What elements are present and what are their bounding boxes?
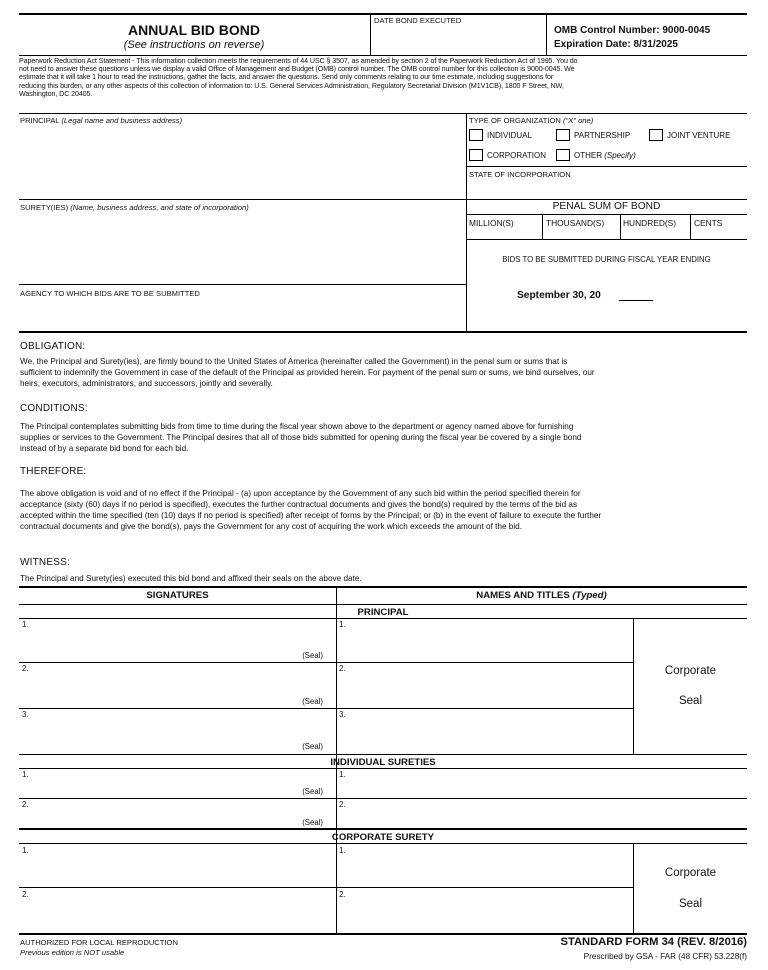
surety-label-text: SURETY(IES) — [20, 203, 69, 212]
other-checkbox[interactable] — [556, 149, 570, 161]
fiscal-year-blank — [619, 300, 653, 301]
corporate-surety-name-1[interactable] — [346, 854, 628, 884]
date-executed-label: DATE BOND EXECUTED — [374, 16, 462, 25]
cents-label: CENTS — [694, 218, 723, 228]
pra-line: reducing this burden, or any other aspects of this collection of information to: U.S. General Services Administration, Regulatory Secretariat Division (M1V1CB), 1800 F Street, NW, — [19, 81, 564, 90]
principal-name-3[interactable] — [346, 718, 628, 748]
state-of-incorporation-field[interactable] — [468, 180, 746, 198]
form-subtitle: (See instructions on reverse) — [123, 39, 265, 51]
surety-sig-number: 1. — [22, 770, 29, 779]
row-line — [19, 708, 633, 709]
obligation-text — [20, 356, 748, 389]
pra-line: Washington, DC 20405. — [19, 89, 93, 98]
hundreds-field[interactable] — [621, 229, 689, 238]
conditions-line: The Principal contemplates submitting bids from time to time during the fiscal year shown above to the department or agency named above for furnishing — [20, 422, 574, 431]
omb-control-number: OMB Control Number: 9000-0045 — [554, 25, 711, 36]
top-border — [19, 13, 747, 15]
pra-statement — [19, 57, 749, 98]
seal-divider — [633, 618, 634, 754]
surety-label — [20, 203, 249, 212]
principal-header-line — [19, 618, 747, 619]
principal-name-number: 1. — [339, 620, 346, 629]
pra-bottom-line — [19, 113, 747, 114]
other-label — [574, 151, 636, 160]
corporate-seal-text: Corporate — [664, 867, 717, 879]
agency-top-line — [19, 284, 467, 285]
corporate-surety-header: CORPORATE SURETY — [331, 832, 435, 843]
individual-surety-signature-1[interactable] — [30, 778, 280, 796]
conditions-text — [20, 421, 748, 454]
corp-sig-number: 2. — [22, 890, 29, 899]
principal-field[interactable] — [20, 126, 464, 198]
principal-seal-text: Seal — [678, 695, 703, 707]
surety-hint: (Name, business address, and state of incorporation) — [70, 203, 249, 212]
therefore-heading: THEREFORE: — [20, 466, 87, 477]
corporate-seal-word: Seal — [678, 898, 703, 910]
millions-field[interactable] — [467, 229, 541, 238]
org-state-divider — [466, 166, 747, 167]
principal-section-header: PRINCIPAL — [357, 607, 409, 618]
obligation-heading: OBLIGATION: — [20, 341, 86, 352]
conditions-line: supplies or services to the Government. The Principal desires that all of those bids submitted for opening during the fiscal year be covered by a single bond — [20, 433, 582, 442]
principal-sig-number: 3. — [22, 710, 29, 719]
principal-name-2[interactable] — [346, 672, 628, 704]
penal-sum-title: PENAL SUM OF BOND — [552, 201, 661, 212]
agency-field[interactable] — [20, 299, 464, 329]
pra-line: not need to answer these questions unless we display a valid Office of Management and Budget (OMB) control number. The OMB control number for this collection is 9000-0045. We — [19, 65, 575, 74]
partnership-label: PARTNERSHIP — [574, 131, 631, 140]
principal-signature-2[interactable] — [30, 672, 280, 704]
therefore-line: contractual documents and give the bond(s), pays the Government for any cost of acquiring the work which exceeds the amount of the bid. — [20, 522, 522, 531]
column-divider — [466, 114, 467, 331]
corporate-header-line — [19, 843, 747, 844]
seal-label: (Seal) — [302, 651, 323, 660]
therefore-line: The above obligation is void and of no effect if the Principal - (a) upon acceptance by the Government of any such bid within the period specified therein for — [20, 489, 581, 498]
hundreds-label: HUNDRED(S) — [623, 218, 677, 228]
joint-venture-label: JOINT VENTURE — [667, 131, 731, 140]
conditions-line: instead of by a separate bid bond for each bid. — [20, 444, 189, 453]
corp-name-number: 1. — [339, 846, 346, 855]
individual-header-line — [19, 768, 747, 769]
row-line — [19, 887, 633, 888]
principal-sig-number: 2. — [22, 664, 29, 673]
individual-sureties-header: INDIVIDUAL SURETIES — [330, 757, 436, 768]
joint-venture-checkbox[interactable] — [649, 129, 663, 141]
prescribed-by: Prescribed by GSA - FAR (48 CFR) 53.228(f) — [583, 952, 747, 961]
signatures-header: SIGNATURES — [146, 590, 209, 601]
previous-edition-note: Previous edition is NOT usable — [20, 948, 125, 957]
agency-label: AGENCY TO WHICH BIDS ARE TO BE SUBMITTED — [20, 289, 200, 298]
pra-line: estimate that it will take 1 hour to read the instructions, gather the facts, and answer the questions. Send only comments relating to our time estimate, including suggestions for — [19, 73, 554, 82]
standard-form-number: STANDARD FORM 34 (REV. 8/2016) — [560, 936, 747, 948]
thousands-label: THOUSAND(S) — [546, 218, 605, 228]
principal-sig-number: 1. — [22, 620, 29, 629]
form-title: ANNUAL BID BOND — [128, 22, 260, 38]
seal-label: (Seal) — [302, 742, 323, 751]
witness-text: The Principal and Surety(ies) executed this bid bond and affixed their seals on the above date. — [20, 574, 362, 583]
sig-table-bottom — [19, 933, 747, 935]
fiscal-year-date: September 30, 20 — [517, 290, 601, 301]
date-executed-field[interactable] — [372, 27, 544, 53]
therefore-line: accepted within the time specified (ten (10) days if no period is specified) after receipt of forms by the Principal; or (b) in the event of failure to execute the further — [20, 511, 602, 520]
corporate-surety-signature-2[interactable] — [30, 898, 330, 928]
principal-label-text: PRINCIPAL — [20, 116, 60, 125]
typed-hint: (Typed) — [572, 590, 607, 601]
row-line — [19, 662, 633, 663]
obligation-line: sufficient to indemnify the Government in case of the default of the Principal as provided herein. For payment of the penal sum or sums, we bind ourselves, our — [20, 368, 595, 377]
surety-sig-number: 2. — [22, 800, 29, 809]
names-titles-header — [336, 590, 747, 601]
principal-signature-1[interactable] — [30, 628, 280, 660]
seal-label: (Seal) — [302, 697, 323, 706]
organization-type-label — [469, 116, 593, 125]
corp-seal-divider — [633, 843, 634, 933]
surety-name-number: 1. — [339, 770, 346, 779]
header-bottom-line — [19, 55, 747, 56]
individual-checkbox[interactable] — [469, 129, 483, 141]
principal-hint: (Legal name and business address) — [61, 116, 183, 125]
state-of-incorporation-label: STATE OF INCORPORATION — [469, 170, 571, 179]
obligation-line: We, the Principal and Surety(ies), are firmly bound to the United States of America (hereinafter called the Government) in the penal sum or sums that is — [20, 357, 568, 366]
principal-signature-3[interactable] — [30, 718, 280, 748]
millions-label: MILLION(S) — [469, 218, 514, 228]
principal-label — [20, 116, 182, 125]
therefore-line: acceptance (sixty (60) days if no period is specified), executes the further contractual documents and gives the bond(s) required by the terms of the bid as — [20, 500, 578, 509]
fiscal-year-label: BIDS TO BE SUBMITTED DURING FISCAL YEAR ENDING — [502, 255, 711, 264]
organization-type-text: TYPE OF ORGANIZATION — [469, 116, 561, 125]
corporation-label: CORPORATION — [487, 151, 546, 160]
principal-name-1[interactable] — [346, 628, 628, 660]
conditions-heading: CONDITIONS: — [20, 403, 88, 414]
corporation-checkbox[interactable] — [469, 149, 483, 161]
seal-label: (Seal) — [302, 787, 323, 796]
surety-name-number: 2. — [339, 800, 346, 809]
names-titles-text: NAMES AND TITLES — [476, 590, 570, 601]
fiscal-year-field[interactable] — [619, 287, 653, 300]
thousands-field[interactable] — [543, 229, 619, 238]
other-text: OTHER — [574, 151, 602, 160]
sig-header-line — [19, 604, 747, 605]
header-divider — [370, 14, 371, 55]
penal-bottom-line — [466, 239, 747, 240]
individual-surety-name-1[interactable] — [346, 778, 742, 796]
penal-title-line — [466, 214, 747, 215]
corp-name-number: 2. — [339, 890, 346, 899]
principal-corporate-seal-text: Corporate — [664, 665, 717, 677]
organization-type-hint: ("X" one) — [562, 116, 594, 125]
cents-field[interactable] — [691, 229, 746, 238]
surety-top-line — [19, 199, 747, 200]
principal-name-number: 3. — [339, 710, 346, 719]
partnership-checkbox[interactable] — [556, 129, 570, 141]
pra-line: Paperwork Reduction Act Statement - This information collection meets the requirements of 44 USC § 3507, as amended by section 2 of the Paperwork Reduction Act of 1995. You do — [19, 57, 578, 65]
individual-surety-name-2[interactable] — [346, 808, 742, 826]
corporate-surety-name-2[interactable] — [346, 898, 628, 928]
surety-field[interactable] — [20, 213, 464, 283]
principal-name-number: 2. — [339, 664, 346, 673]
individual-surety-signature-2[interactable] — [30, 808, 280, 826]
individual-bottom-line — [19, 828, 747, 830]
individual-label: INDIVIDUAL — [487, 131, 532, 140]
witness-heading: WITNESS: — [20, 557, 70, 568]
other-hint: (Specify) — [604, 151, 636, 160]
principal-bottom-line — [19, 754, 747, 755]
seal-label: (Seal) — [302, 818, 323, 827]
authorized-reproduction: AUTHORIZED FOR LOCAL REPRODUCTION — [20, 938, 178, 947]
expiration-date: Expiration Date: 8/31/2025 — [554, 39, 678, 50]
obligation-line: heirs, executors, administrators, and successors, jointly and severally. — [20, 379, 273, 388]
corp-sig-number: 1. — [22, 846, 29, 855]
row-line — [19, 798, 747, 799]
therefore-text — [20, 488, 748, 532]
header-divider — [546, 14, 547, 55]
sig-table-top — [19, 586, 747, 588]
corporate-surety-signature-1[interactable] — [30, 854, 330, 884]
top-section-bottom — [19, 331, 747, 333]
